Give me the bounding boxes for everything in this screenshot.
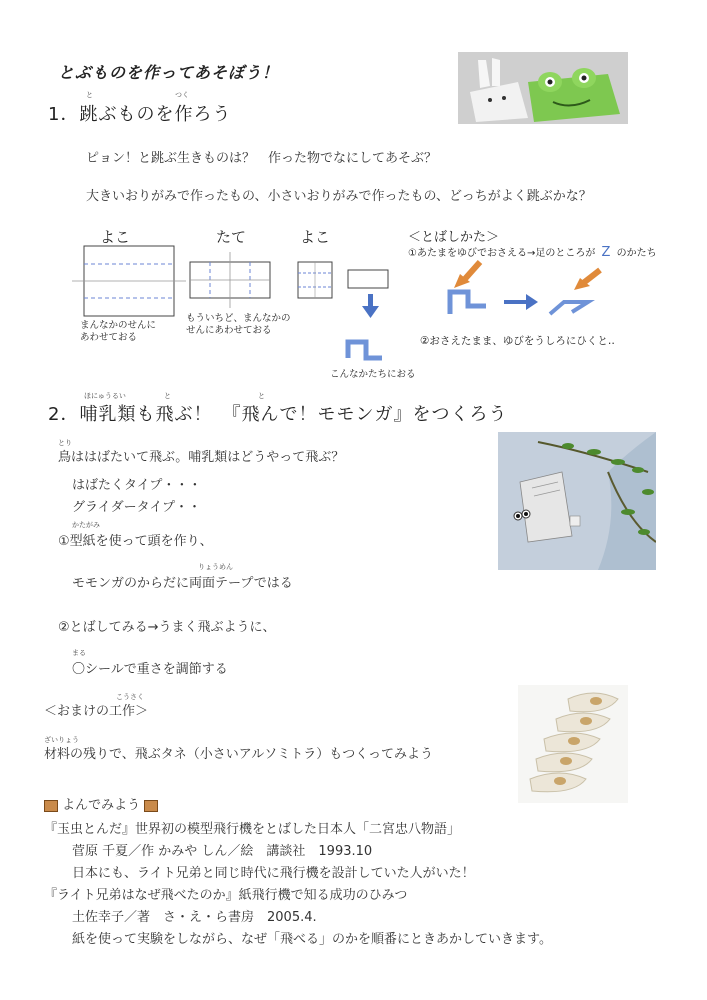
how-step1-text: ①あたまをゆびでおさえる→足のところが bbox=[408, 248, 596, 259]
folding-diagram bbox=[70, 240, 390, 370]
caption-b bbox=[186, 313, 291, 337]
section1-line2: 大きいおりがみで作ったもの、小さいおりがみで作ったもの、どっちがよく跳ぶかな？ bbox=[86, 189, 592, 204]
caption-a-line1: まんなかのせんに bbox=[80, 320, 157, 331]
caption-b-line2: せんにあわせておる bbox=[186, 325, 272, 336]
z-letter: Z bbox=[601, 245, 611, 260]
bonus-title: ＜おまけの工作＞ bbox=[44, 704, 149, 719]
book1-author: 菅原 千夏／作 かみや しん／絵 講談社 1993.10 bbox=[72, 844, 373, 859]
how-title: ＜とばしかた＞ bbox=[408, 230, 500, 245]
how-step2: ②おさえたまま、ゆびをうしろにひくと‥ bbox=[420, 335, 615, 347]
step1b: モモンガのからだに両面テープではる bbox=[72, 576, 293, 591]
origami-animals-photo bbox=[458, 52, 628, 124]
type-glider: グライダータイプ・・ bbox=[72, 500, 201, 515]
ruby-tori: とり bbox=[58, 439, 72, 447]
how-step1-end: のかたち bbox=[616, 248, 657, 259]
fold-label-1: よこ bbox=[100, 228, 131, 246]
book2-author: 土佐幸子／著 さ・え・ら書房 2005.4. bbox=[72, 910, 317, 925]
ruby-tsuku: つく bbox=[175, 91, 189, 99]
ruby-zairyou: ざいりょう bbox=[44, 736, 79, 744]
section2-heading: 2．哺乳類も飛ぶ！ 『飛んで！モモンガ』をつくろう bbox=[48, 404, 508, 425]
section1-heading: 1．跳ぶものを作ろう bbox=[48, 104, 232, 125]
momonga-photo bbox=[498, 432, 656, 570]
step1a: ①型紙を使って頭を作り、 bbox=[58, 534, 213, 549]
book2-desc: 紙を使って実験をしながら、なぜ「飛べる」のかを順番にときあかしていきます。 bbox=[72, 932, 552, 947]
ruby-kousaku: こうさく bbox=[116, 693, 144, 701]
bonus-text: 材料の残りで、飛ぶタネ（小さいアルソミトラ）もつくってみよう bbox=[44, 747, 433, 762]
ruby-honyuurui: ほにゅうるい bbox=[84, 392, 126, 400]
type-flapping: はばたくタイプ・・・ bbox=[72, 478, 202, 493]
section1-line1: ピョン！と跳ぶ生きものは？ 作った物でなにしてあそぶ？ bbox=[86, 151, 438, 166]
reading-title: よんでみよう bbox=[62, 798, 141, 813]
ruby-to-2: と bbox=[164, 392, 171, 400]
book1-desc: 日本にも、ライト兄弟と同じ時代に飛行機を設計していた人がいた！ bbox=[72, 866, 475, 881]
flying-diagram bbox=[440, 258, 610, 318]
book-icon bbox=[144, 800, 158, 812]
caption-a-line2: あわせておる bbox=[80, 332, 138, 343]
book2-title: 『ライト兄弟はなぜ飛べたのか』紙飛行機で知る成功のひみつ bbox=[44, 888, 408, 903]
step2b: 〇シールで重さを調節する bbox=[72, 662, 228, 677]
caption-b-line1: もういちど、まんなかの bbox=[186, 313, 291, 324]
alsomitra-seeds-photo bbox=[518, 685, 628, 803]
fold-label-2: たて bbox=[216, 228, 247, 246]
ruby-maru: まる bbox=[72, 649, 86, 657]
caption-a bbox=[80, 320, 156, 344]
fold-label-3: よこ bbox=[300, 228, 331, 246]
ruby-ryoumen: りょうめん bbox=[198, 563, 233, 571]
page-title: とぶものを作ってあそぼう！ bbox=[58, 63, 280, 82]
book1-title: 『玉虫とんだ』世界初の模型飛行機をとばした日本人「二宮忠八物語」 bbox=[44, 822, 461, 837]
section2-intro: 鳥ははばたいて飛ぶ。哺乳類はどうやって飛ぶ？ bbox=[58, 450, 345, 465]
book-icon bbox=[44, 800, 58, 812]
ruby-katagami: かたがみ bbox=[72, 521, 100, 529]
step2a: ②とばしてみる→うまく飛ぶように、 bbox=[58, 620, 276, 635]
ruby-to-3: と bbox=[258, 392, 265, 400]
ruby-to: と bbox=[86, 91, 93, 99]
reading-header bbox=[44, 794, 158, 813]
caption-c: こんなかたちにおる bbox=[330, 369, 416, 380]
